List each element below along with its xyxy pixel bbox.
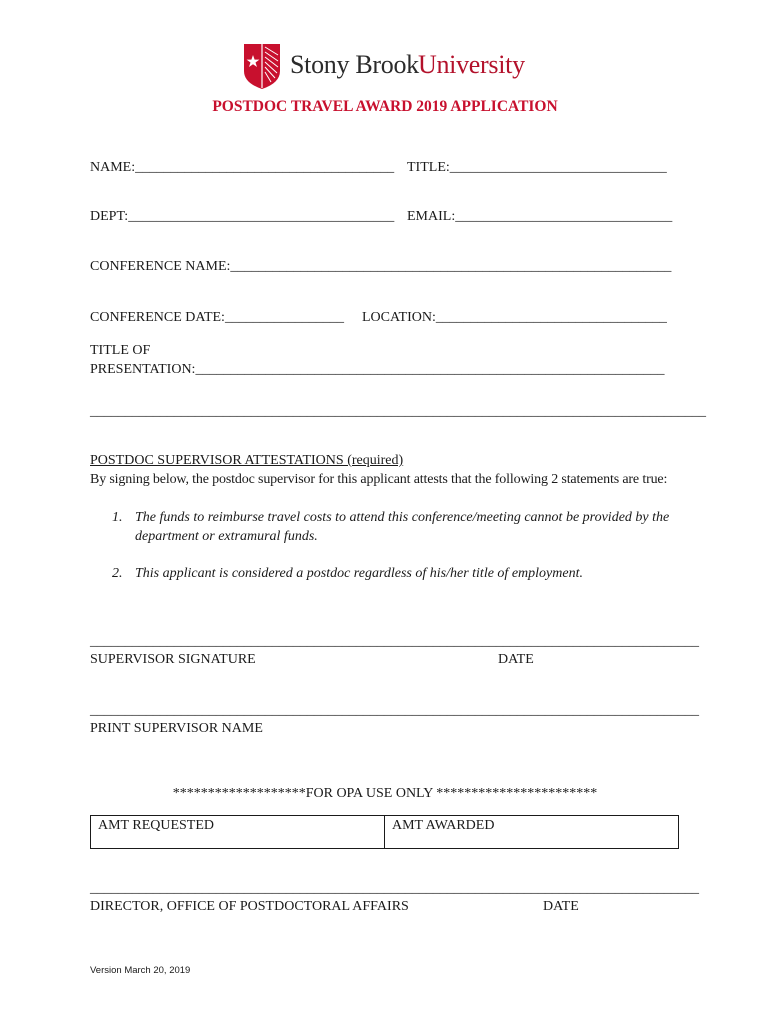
- presentation-title-field[interactable]: PRESENTATION:___________________________________________________________________: [90, 362, 665, 377]
- logo-text-stony-brook: Stony Brook: [290, 50, 419, 79]
- director-date-label: DATE: [543, 899, 579, 914]
- attestation-item-number: 2.: [112, 566, 123, 581]
- opa-amount-table: [90, 815, 679, 849]
- dept-field[interactable]: DEPT:______________________________________: [90, 209, 395, 224]
- supervisor-signature-label: SUPERVISOR SIGNATURE: [90, 652, 256, 667]
- presentation-label: TITLE OF: [90, 343, 151, 358]
- amt-requested-cell[interactable]: AMT REQUESTED: [91, 816, 385, 848]
- email-field[interactable]: EMAIL:_______________________________: [407, 209, 673, 224]
- amt-awarded-cell[interactable]: AMT AWARDED: [392, 818, 495, 833]
- logo-text-university: University: [418, 50, 525, 79]
- print-supervisor-name-label: PRINT SUPERVISOR NAME: [90, 721, 263, 736]
- name-field[interactable]: NAME:_____________________________________: [90, 160, 395, 175]
- director-signature-line[interactable]: _______________________________________________________________________________________: [90, 881, 699, 896]
- print-supervisor-name-line[interactable]: _______________________________________________________________________________________: [90, 703, 699, 718]
- attestation-intro: By signing below, the postdoc supervisor for this applicant attests that the following 2 statements are true:: [90, 472, 668, 487]
- supervisor-signature-line[interactable]: _______________________________________________________________________________________: [90, 634, 699, 649]
- location-field[interactable]: LOCATION:_________________________________: [362, 310, 667, 325]
- attestation-item-text: department or extramural funds.: [135, 529, 318, 544]
- page-title: POSTDOC TRAVEL AWARD 2019 APPLICATION: [212, 98, 558, 115]
- director-label: DIRECTOR, OFFICE OF POSTDOCTORAL AFFAIRS: [90, 899, 409, 914]
- attestation-item-number: 1.: [112, 510, 123, 525]
- attestation-heading: POSTDOC SUPERVISOR ATTESTATIONS (required): [90, 453, 404, 468]
- signature-date-label: DATE: [498, 652, 534, 667]
- version-footer: Version March 20, 2019: [90, 965, 191, 976]
- attestation-item-text: This applicant is considered a postdoc regardless of his/her title of employment.: [135, 566, 583, 581]
- attestation-item-text: The funds to reimburse travel costs to attend this conference/meeting cannot be provided by the: [135, 510, 670, 525]
- title-field[interactable]: TITLE:_______________________________: [407, 160, 667, 175]
- conference-date-field[interactable]: CONFERENCE DATE:_________________: [90, 310, 344, 325]
- university-logo-mark: [241, 41, 283, 91]
- presentation-extra-line[interactable]: ________________________________________________________________________________________: [90, 404, 706, 419]
- opa-use-only-heading: *******************FOR OPA USE ONLY ***********************: [172, 786, 598, 801]
- conference-name-field[interactable]: CONFERENCE NAME:_______________________________________________________________: [90, 259, 672, 274]
